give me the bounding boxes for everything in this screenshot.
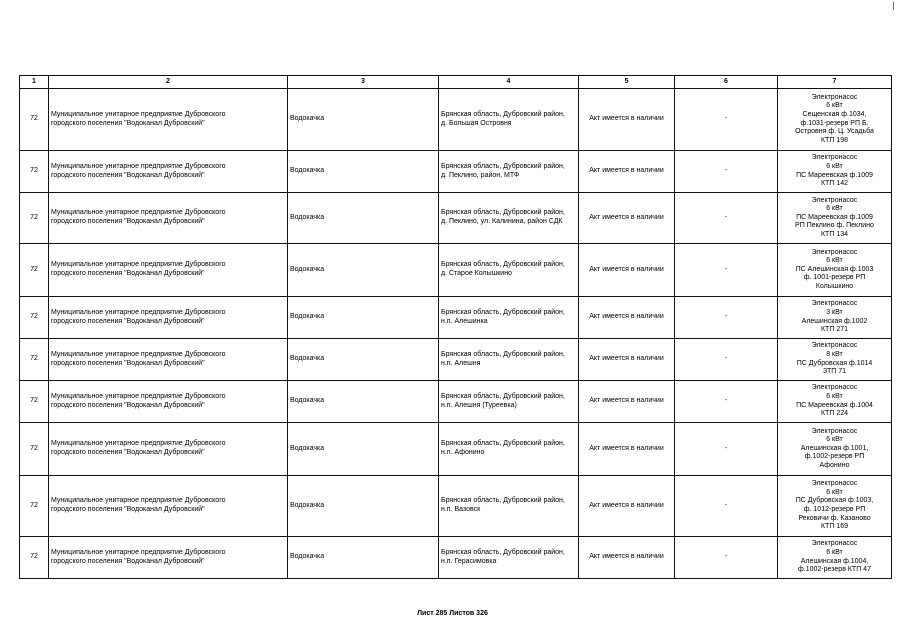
device-description-line: 6 кВт [826, 488, 843, 496]
organization-name [49, 151, 288, 193]
organization-name [49, 381, 288, 423]
object-address-line: д. Большая Островня [441, 119, 512, 127]
object-type: Водокачка [288, 193, 439, 244]
row-number: 72 [20, 476, 49, 537]
device-description-line: Электронасос [811, 384, 858, 392]
column-6-value: - [675, 244, 778, 297]
organization-name-line: городского поселения "Водоканал Дубровский" [51, 119, 205, 127]
device-description-line: ЗТП 71 [822, 368, 847, 376]
column-6-value: - [675, 423, 778, 476]
organization-name-line: Муниципальное унитарное предприятие Дубровского [51, 308, 226, 316]
table-row [20, 381, 892, 423]
organization-name-line: Муниципальное унитарное предприятие Дубровского [51, 392, 226, 400]
device-description-line: ПС Мареевская ф.1004 [796, 401, 873, 409]
table-header [20, 76, 892, 89]
device-description-line: ПС Дубровская ф.1003, [795, 497, 874, 505]
table-row [20, 476, 892, 537]
device-description-line: 3 кВт [826, 308, 843, 316]
device-description-line: ПС Мареевская ф.1009 [796, 171, 873, 179]
device-description-line: ПС Алешинская ф.1003 [795, 265, 874, 273]
object-address [439, 339, 579, 381]
column-header-4: 4 [439, 76, 579, 89]
column-6-value: - [675, 381, 778, 423]
object-address-line: Брянская область, Дубровский район, [441, 162, 565, 170]
device-description-line: ф. 1001-резерв РП [803, 274, 866, 282]
device-description-line: ПС Дубровская ф.1014 [796, 359, 873, 367]
device-description-line: Сещенская ф.1034, [802, 110, 867, 118]
object-address-line: Брянская область, Дубровский район, [441, 209, 565, 217]
organization-name-line: городского поселения "Водоканал Дубровский" [51, 171, 205, 179]
device-description-line: КТП 169 [820, 523, 848, 531]
organization-name-line: Муниципальное унитарное предприятие Дубровского [51, 497, 226, 505]
device-description-line: КТП 142 [820, 180, 848, 188]
table-row [20, 537, 892, 579]
object-type: Водокачка [288, 537, 439, 579]
object-type: Водокачка [288, 244, 439, 297]
column-header-1: 1 [20, 76, 49, 89]
organization-name-line: Муниципальное унитарное предприятие Дубровского [51, 548, 226, 556]
table-row [20, 89, 892, 151]
header-row [20, 76, 892, 89]
device-description-line: 6 кВт [826, 162, 843, 170]
row-number: 72 [20, 339, 49, 381]
device-description-line: 6 кВт [826, 392, 843, 400]
organization-name [49, 89, 288, 151]
row-number: 72 [20, 151, 49, 193]
document-status: Акт имеется в наличии [579, 476, 675, 537]
table-row [20, 151, 892, 193]
device-description [778, 297, 892, 339]
organization-name-line: городского поселения "Водоканал Дубровский" [51, 449, 205, 456]
document-status: Акт имеется в наличии [579, 381, 675, 423]
page-footer: Лист 285 Листов 326 [417, 610, 488, 617]
organization-name-line: городского поселения "Водоканал Дубровский" [51, 359, 205, 367]
device-description-line: 6 кВт [826, 205, 843, 213]
table-row [20, 193, 892, 244]
table-row [20, 297, 892, 339]
object-address-line: н.п. Алешня [441, 359, 481, 367]
document-status: Акт имеется в наличии [579, 537, 675, 579]
document-sheet [19, 75, 891, 579]
object-type: Водокачка [288, 297, 439, 339]
organization-name-line: городского поселения "Водоканал Дубровский" [51, 317, 205, 325]
device-description-line: КТП 224 [820, 410, 848, 418]
device-description-line: Афонино [819, 461, 850, 469]
device-description-line: Электронасос [811, 248, 858, 256]
organization-name [49, 476, 288, 537]
object-address-line: Брянская область, Дубровский район, [441, 261, 565, 269]
row-number: 72 [20, 89, 49, 151]
column-6-value: - [675, 151, 778, 193]
device-description-line: 6 кВт [826, 102, 843, 110]
device-description-line: КТП 271 [820, 326, 848, 334]
organization-name [49, 244, 288, 297]
table-row [20, 339, 892, 381]
column-6-value: - [675, 193, 778, 244]
object-address-line: д. Пеклино, ул. Калинина, район СДК [441, 218, 563, 225]
column-header-2: 2 [49, 76, 288, 89]
device-description-line: 6 кВт [826, 548, 843, 556]
row-number: 72 [20, 423, 49, 476]
organization-name-line: городского поселения "Водоканал Дубровский" [51, 270, 205, 277]
column-header-6: 6 [675, 76, 778, 89]
device-description-line: Электронасос [811, 342, 858, 350]
object-type: Водокачка [288, 476, 439, 537]
object-address-line: Брянская область, Дубровский район, [441, 440, 565, 448]
device-description-line: Алешинская ф.1002 [801, 317, 868, 325]
document-status: Акт имеется в наличии [579, 151, 675, 193]
device-description-line: ф.1031-резерв РП Б. [800, 119, 869, 127]
object-type: Водокачка [288, 381, 439, 423]
column-6-value: - [675, 476, 778, 537]
object-address [439, 297, 579, 339]
organization-name-line: городского поселения "Водоканал Дубровский" [51, 506, 205, 513]
organization-name-line: городского поселения "Водоканал Дубровский" [51, 218, 205, 225]
organization-name-line: Муниципальное унитарное предприятие Дубровского [51, 209, 226, 217]
device-description-line: КТП 134 [820, 230, 848, 238]
object-address [439, 151, 579, 193]
document-status: Акт имеется в наличии [579, 89, 675, 151]
device-description [778, 89, 892, 151]
row-number: 72 [20, 381, 49, 423]
scan-edge-mark [893, 2, 894, 10]
column-header-3: 3 [288, 76, 439, 89]
device-description-line: Электронасос [811, 480, 858, 488]
object-address-line: н.п. Алешня (Туреевка) [441, 401, 517, 409]
device-description-line: Электронасос [811, 196, 858, 204]
organization-name-line: Муниципальное унитарное предприятие Дубровского [51, 440, 226, 448]
device-description [778, 339, 892, 381]
equipment-table [19, 75, 892, 579]
device-description [778, 193, 892, 244]
column-6-value: - [675, 297, 778, 339]
device-description-line: 6 кВт [826, 257, 843, 265]
device-description-line: ф. 1012-резерв РП [803, 506, 866, 513]
device-description-line: Рековичи ф. Казаново [798, 514, 871, 522]
device-description-line: Электронасос [811, 300, 858, 308]
device-description-line: Электронасос [811, 540, 858, 548]
organization-name-line: городского поселения "Водоканал Дубровский" [51, 401, 205, 409]
device-description [778, 537, 892, 579]
object-address-line: н.п. Вазовск [441, 506, 481, 513]
object-address-line: Брянская область, Дубровский район, [441, 110, 565, 118]
object-address [439, 476, 579, 537]
device-description-line: РП Пеклино ф. Пеклино [795, 222, 874, 230]
organization-name [49, 537, 288, 579]
table-row [20, 244, 892, 297]
row-number: 72 [20, 537, 49, 579]
device-description-line: КТП 198 [820, 136, 848, 144]
device-description-line: Алешинская ф.1001, [800, 444, 869, 452]
organization-name [49, 339, 288, 381]
object-address-line: н.п. Афонино [441, 449, 485, 456]
object-address-line: д. Пеклино, район, МТФ [441, 171, 520, 179]
device-description [778, 151, 892, 193]
document-status: Акт имеется в наличии [579, 244, 675, 297]
document-status: Акт имеется в наличии [579, 193, 675, 244]
row-number: 72 [20, 193, 49, 244]
organization-name [49, 297, 288, 339]
object-address [439, 423, 579, 476]
object-type: Водокачка [288, 151, 439, 193]
object-type: Водокачка [288, 89, 439, 151]
device-description-line: Электронасос [811, 93, 858, 101]
column-header-7: 7 [778, 76, 892, 89]
object-address-line: Брянская область, Дубровский район, [441, 308, 565, 316]
table-body [20, 89, 892, 579]
organization-name-line: городского поселения "Водоканал Дубровский" [51, 557, 205, 565]
object-address [439, 381, 579, 423]
object-address-line: Брянская область, Дубровский район, [441, 350, 565, 358]
object-address [439, 193, 579, 244]
organization-name-line: Муниципальное унитарное предприятие Дубровского [51, 110, 226, 118]
device-description-line: ф.1002-резерв РП [804, 453, 865, 461]
object-address [439, 89, 579, 151]
device-description-line: Островня ф. Ц. Усадьба [795, 128, 874, 136]
organization-name-line: Муниципальное унитарное предприятие Дубровского [51, 261, 226, 269]
column-6-value: - [675, 339, 778, 381]
column-6-value: - [675, 89, 778, 151]
device-description-line: ф.1002-резерв КТП 47 [798, 566, 871, 574]
table-row [20, 423, 892, 476]
device-description [778, 476, 892, 537]
document-status: Акт имеется в наличии [579, 423, 675, 476]
organization-name-line: Муниципальное унитарное предприятие Дубровского [51, 350, 226, 358]
object-address-line: д. Старое Колышкино [441, 270, 512, 277]
organization-name [49, 193, 288, 244]
device-description-line: ПС Мареевская ф.1009 [796, 213, 873, 221]
device-description-line: 8 кВт [826, 350, 843, 358]
column-header-5: 5 [579, 76, 675, 89]
object-type: Водокачка [288, 423, 439, 476]
object-address [439, 244, 579, 297]
device-description-line: 6 кВт [826, 436, 843, 444]
column-6-value: - [675, 537, 778, 579]
object-address [439, 537, 579, 579]
document-status: Акт имеется в наличии [579, 339, 675, 381]
object-address-line: Брянская область, Дубровский район, [441, 497, 565, 505]
device-description-line: Алешинская ф.1004, [800, 557, 869, 565]
object-address-line: Брянская область, Дубровский район, [441, 548, 565, 556]
row-number: 72 [20, 297, 49, 339]
device-description [778, 244, 892, 297]
object-type: Водокачка [288, 339, 439, 381]
organization-name-line: Муниципальное унитарное предприятие Дубровского [51, 162, 226, 170]
device-description [778, 381, 892, 423]
device-description-line: Электронасос [811, 427, 858, 435]
document-status: Акт имеется в наличии [579, 297, 675, 339]
object-address-line: н.п. Алешинка [441, 317, 488, 325]
object-address-line: н.п. Герасимовка [441, 557, 497, 565]
device-description [778, 423, 892, 476]
device-description-line: Колышкино [815, 282, 854, 290]
organization-name [49, 423, 288, 476]
device-description-line: Электронасос [811, 154, 858, 162]
row-number: 72 [20, 244, 49, 297]
object-address-line: Брянская область, Дубровский район, [441, 392, 565, 400]
